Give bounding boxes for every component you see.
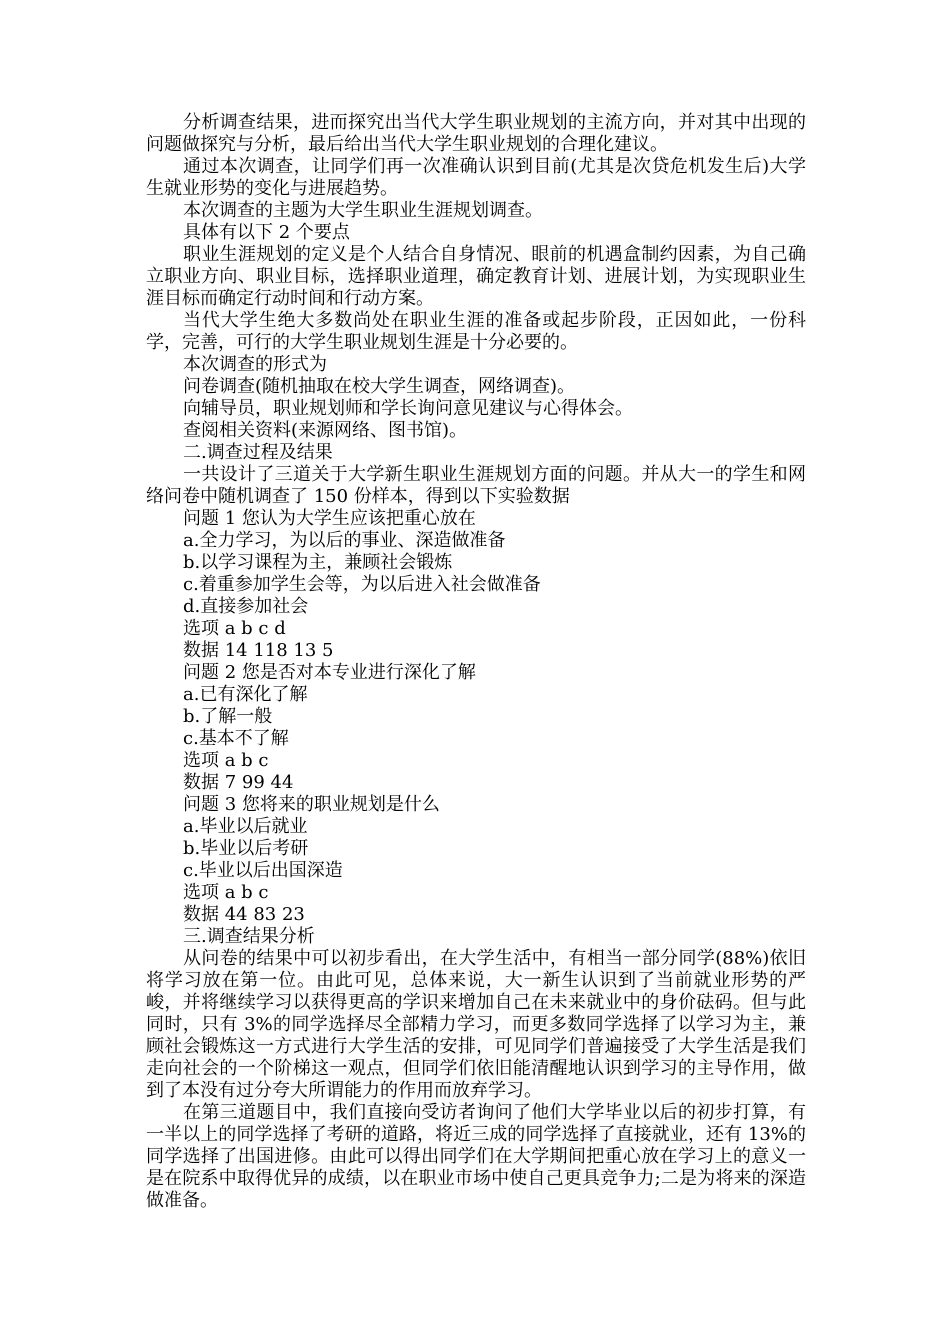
paragraph-survey-design: 一共设计了三道关于大学新生职业生涯规划方面的问题。并从大一的学生和网络问卷中随机调查了 150 份样本，得到以下实验数据 [146,464,806,507]
q1-option-b: b.以学习课程为主，兼顾社会锻炼 [183,552,453,573]
document-body [146,112,806,1212]
paragraph-intro-analysis: 分析调查结果，进而探究出当代大学生职业规划的主流方向，并对其中出现的问题做探究与分析，最后给出当代大学生职业规划的合理化建议。 [146,112,806,155]
paragraph-key-points: 具体有以下 2 个要点 [183,222,350,243]
q2-option-b: b.了解一般 [183,706,273,727]
paragraph-purpose: 通过本次调查，让同学们再一次准确认识到目前(尤其是次贷危机发生后)大学生就业形势的变化与进展趋势。 [146,156,806,199]
q1-data-row: 数据 14 118 13 5 [183,640,334,661]
question-2: 问题 2 您是否对本专业进行深化了解 [183,662,476,683]
paragraph-form-questionnaire: 问卷调查(随机抽取在校大学生调查，网络调查)。 [183,376,576,397]
q2-options-row: 选项 a b c [183,750,269,771]
q3-option-a: a.毕业以后就业 [183,816,308,837]
paragraph-form-materials: 查阅相关资料(来源网络、图书馆)。 [183,420,468,441]
q2-option-c: c.基本不了解 [183,728,289,749]
paragraph-analysis-2: 在第三道题目中，我们直接向受访者询问了他们大学毕业以后的初步打算，有一半以上的同学选择了考研的道路，将近三成的同学选择了直接就业，还有 13%的同学选择了出国进修。由此可以得出同学们在大学期间把重心放在学习上的意义一是在院系中取得优异的成绩，以在职业市场中使自己更具竞争力;二是为将来的深造做准备。 [146,1102,806,1211]
q3-option-c: c.毕业以后出国深造 [183,860,343,881]
q3-data-row: 数据 44 83 23 [183,904,305,925]
paragraph-analysis-1: 从问卷的结果中可以初步看出，在大学生活中，有相当一部分同学(88%)依旧将学习放在第一位。由此可见，总体来说，大一新生认识到了当前就业形势的严峻，并将继续学习以获得更高的学识来增加自己在未来就业中的身价砝码。但与此同时，只有 3%的同学选择尽全部精力学习，而更多数同学选择了以学习为主，兼顾社会锻炼这一方式进行大学生活的安排，可见同学们普遍接受了大学生活是我们走向社会的一个阶梯这一观点，但同学们依旧能清醒地认识到学习的主导作用，做到了本没有过分夸大所谓能力的作用而放弃学习。 [146,948,806,1101]
section-heading-process: 二.调查过程及结果 [183,442,333,463]
q1-options-row: 选项 a b c d [183,618,286,639]
question-3: 问题 3 您将来的职业规划是什么 [183,794,440,815]
q3-option-b: b.毕业以后考研 [183,838,309,859]
paragraph-form-counselor: 向辅导员，职业规划师和学长询问意见建议与心得体会。 [183,398,633,419]
paragraph-definition: 职业生涯规划的定义是个人结合自身情况、眼前的机遇盒制约因素，为自己确立职业方向、职业目标，选择职业道理，确定教育计划、进展计划，为实现职业生涯目标而确定行动时间和行动方案。 [146,244,806,309]
paragraph-theme: 本次调查的主题为大学生职业生涯规划调查。 [183,200,543,221]
section-heading-analysis: 三.调查结果分析 [183,926,315,947]
q1-option-d: d.直接参加社会 [183,596,309,617]
q2-data-row: 数据 7 99 44 [183,772,294,793]
q3-options-row: 选项 a b c [183,882,269,903]
q2-option-a: a.已有深化了解 [183,684,308,705]
question-1: 问题 1 您认为大学生应该把重心放在 [183,508,476,529]
q1-option-a: a.全力学习，为以后的事业、深造做准备 [183,530,506,551]
q1-option-c: c.着重参加学生会等，为以后进入社会做准备 [183,574,541,595]
paragraph-necessity: 当代大学生绝大多数尚处在职业生涯的准备或起步阶段，正因如此，一份科学，完善，可行的大学生职业规划生涯是十分必要的。 [146,310,806,353]
paragraph-form-heading: 本次调查的形式为 [183,354,327,375]
